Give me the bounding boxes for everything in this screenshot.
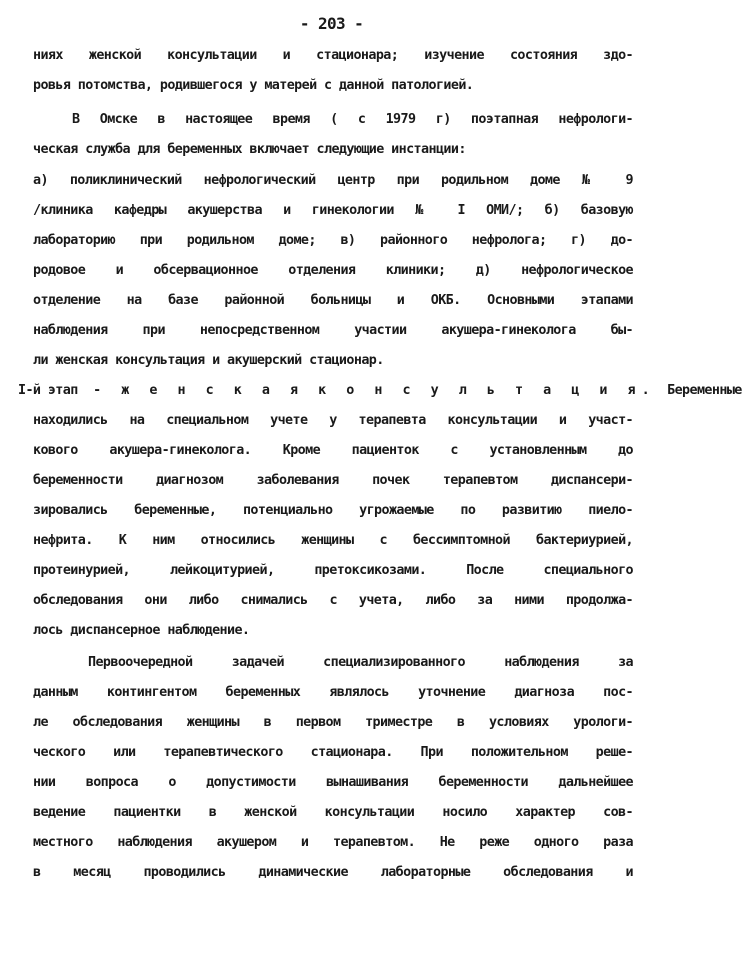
text-line: беременности диагнозом заболевания почек терапевтом диспансери- bbox=[33, 473, 633, 488]
stage-number: I-й этап bbox=[18, 383, 78, 398]
stage-title: - ж е н с к а я к о н с у л ь т а ц и я. bbox=[93, 383, 656, 398]
text-line: лось диспансерное наблюдение. bbox=[33, 623, 250, 638]
text-line: нефрита. К ним относились женщины с бессимптомной бактериурией, bbox=[33, 533, 633, 548]
text-line: а) поликлинический нефрологический центр при родильном доме № 9 bbox=[33, 173, 633, 188]
text-line: ли женская консультация и акушерский стационар. bbox=[33, 353, 384, 368]
text-line: /клиника кафедры акушерства и гинекологии № I ОМИ/; б) базовую bbox=[33, 203, 633, 218]
text-line: находились на специальном учете у терапевта консультации и участ- bbox=[33, 413, 633, 428]
text-line: Первоочередной задачей специализированного наблюдения за bbox=[88, 655, 633, 670]
text-line: протеинурией, лейкоцитурией, претоксикозами. После специального bbox=[33, 563, 633, 578]
text-line: зировались беременные, потенциально угрожаемые по развитию пиело- bbox=[33, 503, 633, 518]
page-number: - 203 - bbox=[299, 14, 364, 33]
stage-continuation: Беременные bbox=[667, 383, 742, 398]
text-line: лабораторию при родильном доме; в) районного нефролога; г) до- bbox=[33, 233, 633, 248]
text-line: данным контингентом беременных являлось уточнение диагноза пос- bbox=[33, 685, 633, 700]
text-line: ниях женской консультации и стационара; изучение состояния здо- bbox=[33, 48, 633, 63]
text-line: местного наблюдения акушером и терапевтом. Не реже одного раза bbox=[33, 835, 633, 850]
text-line: в месяц проводились динамические лабораторные обследования и bbox=[33, 865, 633, 880]
text-line: родовое и обсервационное отделения клиники; д) нефрологическое bbox=[33, 263, 633, 278]
text-line: В Омске в настоящее время ( с 1979 г) поэтапная нефрологи- bbox=[72, 112, 633, 127]
stage-heading-line bbox=[18, 383, 742, 399]
text-line: кового акушера-гинеколога. Кроме пациенток с установленным до bbox=[33, 443, 633, 458]
text-line: ровья потомства, родившегося у матерей с данной патологией. bbox=[33, 78, 474, 93]
text-line: обследования они либо снимались с учета, либо за ними продолжа- bbox=[33, 593, 633, 608]
text-line: нии вопроса о допустимости вынашивания беременности дальнейшее bbox=[33, 775, 633, 790]
text-line: ле обследования женщины в первом триместре в условиях урологи- bbox=[33, 715, 633, 730]
text-line: наблюдения при непосредственном участии акушера-гинеколога бы- bbox=[33, 323, 633, 338]
text-line: ческая служба для беременных включает следующие инстанции: bbox=[33, 142, 466, 157]
text-line: ческого или терапевтического стационара. При положительном реше- bbox=[33, 745, 633, 760]
text-line: ведение пациентки в женской консультации носило характер сов- bbox=[33, 805, 633, 820]
text-line: отделение на базе районной больницы и ОКБ. Основными этапами bbox=[33, 293, 633, 308]
